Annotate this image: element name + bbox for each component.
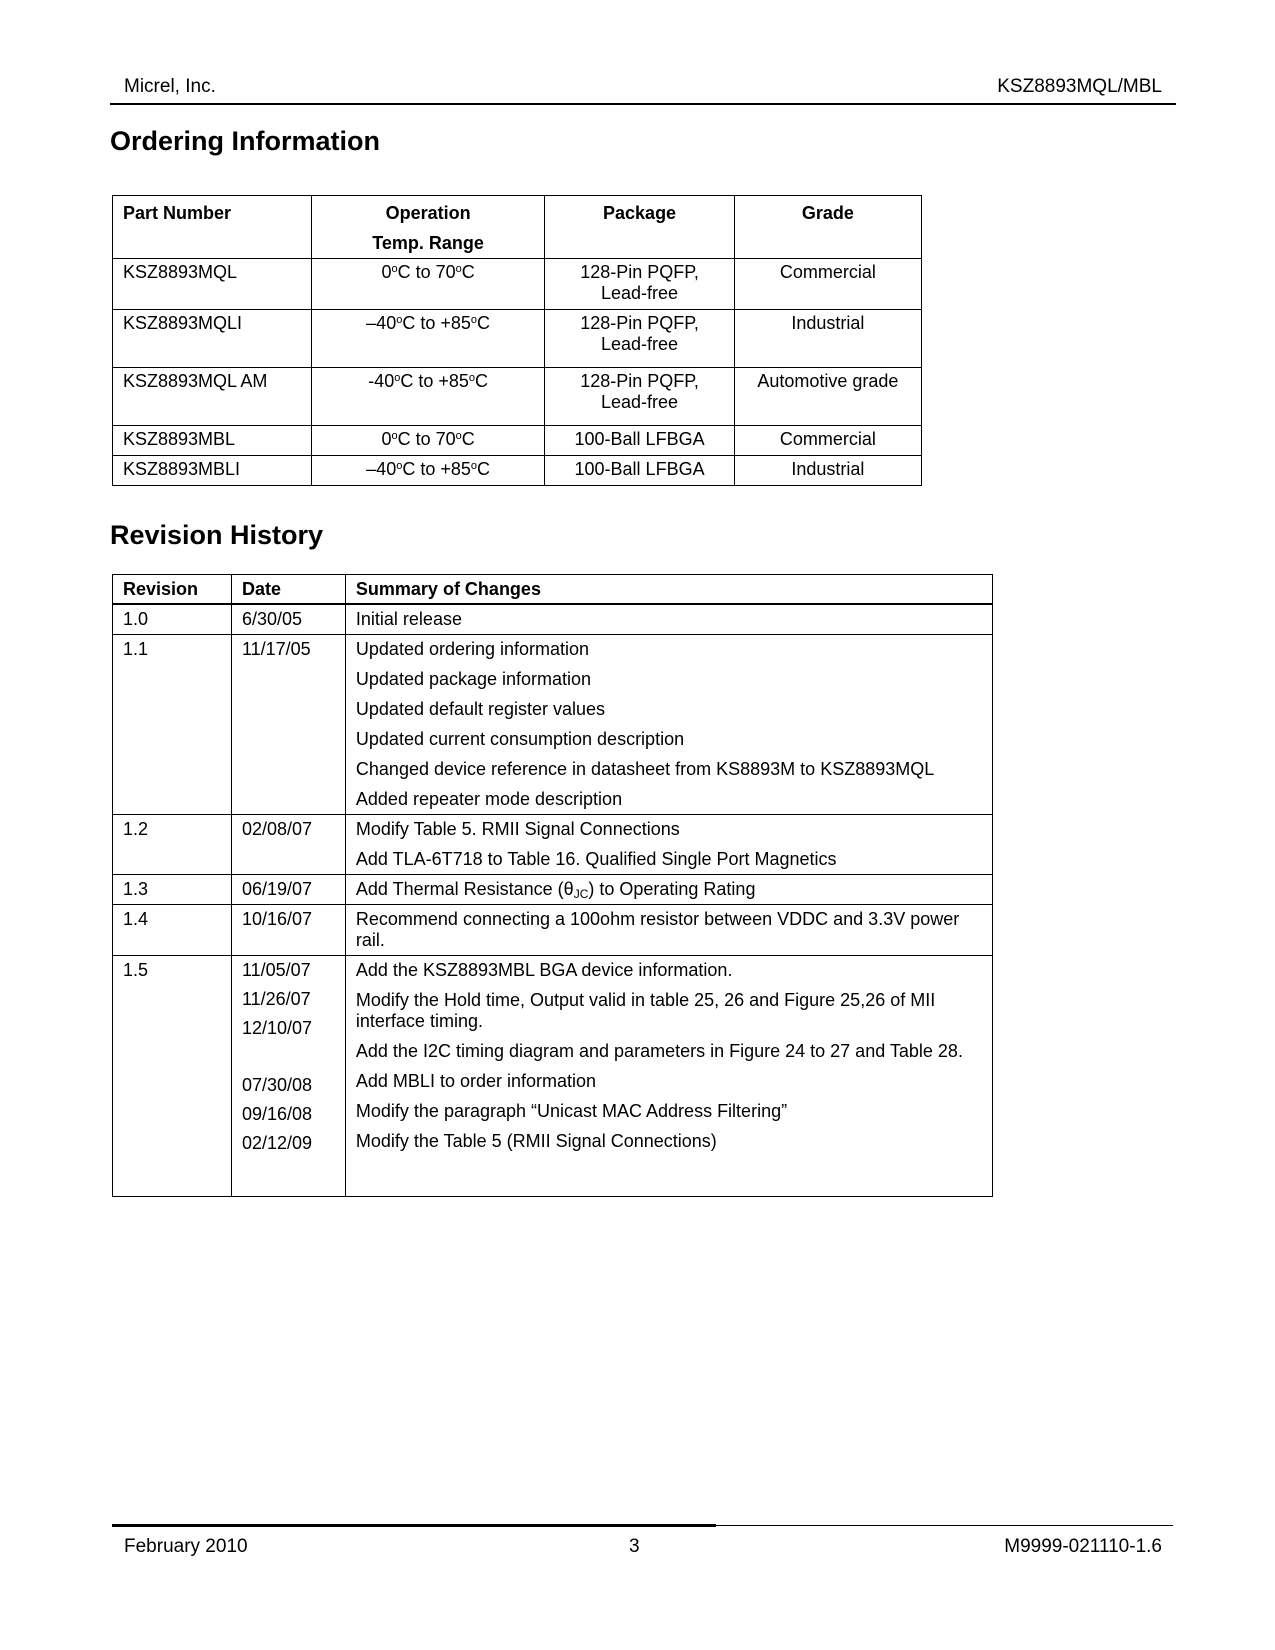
temp-cell: -40$^o$C to $+85^oC$ xyxy=(311,368,545,426)
part-cell: KSZ8893MQLI xyxy=(113,310,312,368)
col-grade: Grade xyxy=(734,196,921,259)
date-cell: 06/19/07 xyxy=(231,875,345,905)
package-cell: 128-Pin PQFP, Lead-free xyxy=(545,368,734,426)
grade-cell: Commercial xyxy=(734,259,921,310)
table-row xyxy=(113,426,922,456)
part-cell: KSZ8893MBLI xyxy=(113,456,312,486)
table-row xyxy=(113,456,922,486)
footer-date: February 2010 xyxy=(124,1536,248,1557)
summary-cell: Add Thermal Resistance $(\theta_{JC})$ to Operating Rating xyxy=(345,875,992,905)
revision-cell: 1.3 xyxy=(113,875,232,905)
footer-doc-number: M9999-021110-1.6 xyxy=(1004,1536,1162,1557)
grade-cell: Industrial xyxy=(734,456,921,486)
col-revision: Revision xyxy=(113,575,232,605)
revision-cell: 1.1 xyxy=(113,635,232,815)
revision-cell: 1.4 xyxy=(113,905,232,956)
table-row xyxy=(113,905,993,956)
grade-cell: Industrial xyxy=(734,310,921,368)
part-cell: KSZ8893MBL xyxy=(113,426,312,456)
temp-cell: –40$^o$C to $+85^oC$ xyxy=(311,310,545,368)
grade-cell: Automotive grade xyxy=(734,368,921,426)
part-cell: KSZ8893MQL AM xyxy=(113,368,312,426)
temp-cell: 0$^o$C to 70$^o$C xyxy=(311,426,545,456)
date-cell: 11/05/07 11/26/07 12/10/07 07/30/08 09/16/08 02/12/09 xyxy=(231,956,345,1197)
part-cell: KSZ8893MQL xyxy=(113,259,312,310)
table-row xyxy=(113,604,993,635)
package-cell: 128-Pin PQFP, Lead-free xyxy=(545,310,734,368)
date-cell: 11/17/05 xyxy=(231,635,345,815)
table-row xyxy=(113,956,993,1197)
revision-table xyxy=(112,574,993,1197)
revision-cell: 1.0 xyxy=(113,604,232,635)
header-rule xyxy=(110,103,1176,105)
table-row xyxy=(113,368,922,426)
col-temp-range: Operation Temp. Range xyxy=(311,196,545,259)
revision-cell: 1.2 xyxy=(113,815,232,875)
page-number: 3 xyxy=(629,1536,640,1557)
footer-rule-thick xyxy=(112,1524,716,1527)
grade-cell: Commercial xyxy=(734,426,921,456)
temp-cell: 0$^o$C to 70$^o$C xyxy=(311,259,545,310)
table-row xyxy=(113,310,922,368)
summary-cell: Initial release xyxy=(345,604,992,635)
col-date: Date xyxy=(231,575,345,605)
summary-cell: Add the KSZ8893MBL BGA device information. Modify the Hold time, Output valid in table 25, 26 and Figure 25,26 of MII interface timing. Add the I2C timing diagram and parameters in Figure 24 to 27 and Table 28. Add MBLI to order information Modify the paragraph “Unicast MAC Address Filtering” Modify the Table 5 (RMII Signal Connections) xyxy=(345,956,992,1197)
revision-title: Revision History xyxy=(110,520,324,550)
ordering-table xyxy=(112,195,922,486)
table-row xyxy=(113,635,993,815)
summary-cell: Recommend connecting a 100ohm resistor between VDDC and 3.3V power rail. xyxy=(345,905,992,956)
date-cell: 10/16/07 xyxy=(231,905,345,956)
ordering-header-row xyxy=(113,196,922,259)
revision-cell: 1.5 xyxy=(113,956,232,1197)
table-row xyxy=(113,259,922,310)
date-cell: 6/30/05 xyxy=(231,604,345,635)
summary-cell: Modify Table 5. RMII Signal Connections Add TLA-6T718 to Table 16. Qualified Single Port Magnetics xyxy=(345,815,992,875)
header-part-number: KSZ8893MQL/MBL xyxy=(997,76,1162,97)
table-row xyxy=(113,815,993,875)
footer-rule-thin xyxy=(716,1525,1173,1526)
package-cell: 100-Ball LFBGA xyxy=(545,456,734,486)
package-cell: 100-Ball LFBGA xyxy=(545,426,734,456)
package-cell: 128-Pin PQFP, Lead-free xyxy=(545,259,734,310)
revision-header-row xyxy=(113,575,993,605)
col-package: Package xyxy=(545,196,734,259)
col-part-number: Part Number xyxy=(113,196,312,259)
date-cell: 02/08/07 xyxy=(231,815,345,875)
col-summary: Summary of Changes xyxy=(345,575,992,605)
summary-cell: Updated ordering information Updated package information Updated default register values Updated current consumption description Changed device reference in datasheet from KS8893M to KSZ8893MQL Added repeater mode description xyxy=(345,635,992,815)
temp-cell: –40$^o$C to $+85^oC$ xyxy=(311,456,545,486)
ordering-title: Ordering Information xyxy=(110,126,380,156)
table-row xyxy=(113,875,993,905)
header-company: Micrel, Inc. xyxy=(124,76,216,97)
